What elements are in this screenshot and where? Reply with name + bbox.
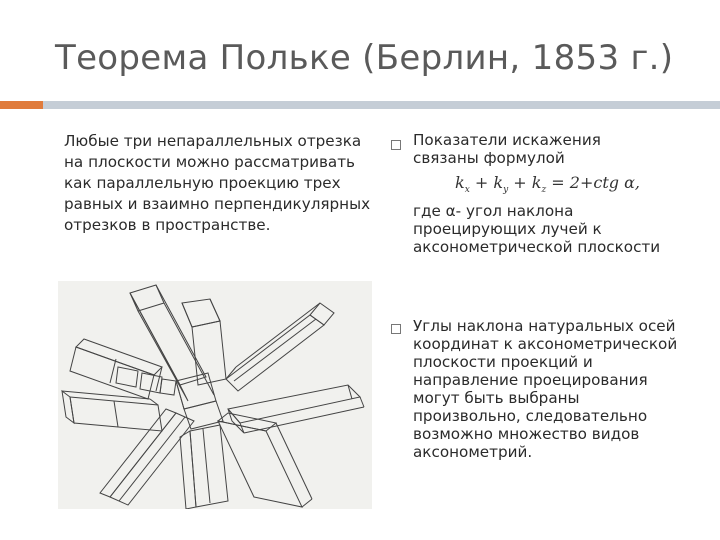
illustration-panel <box>58 281 372 509</box>
title-divider <box>43 101 720 109</box>
bullet-1-line-1: Показатели искажения <box>413 131 601 149</box>
arm-up-left <box>130 285 214 401</box>
arm-up-right <box>226 303 334 391</box>
arm-up <box>182 299 226 385</box>
bullet-1-line-2: связаны формулой <box>413 149 565 167</box>
bullet-marker-1 <box>391 140 401 150</box>
arm-right <box>228 385 364 433</box>
left-paragraph: Любые три непараллельных отрезка на плоскости можно рассматривать как параллельную проекцию трех равных и взаимно перпендикулярных отрезков в пространстве. <box>64 132 371 234</box>
bullet-marker-2 <box>391 324 401 334</box>
arm-down <box>180 425 228 509</box>
arm-down-right <box>218 413 312 507</box>
title-accent-bar <box>0 101 43 109</box>
arm-down-left <box>100 409 194 505</box>
bullet-1-rest: где α- угол наклона проецирующих лучей к аксонометрической плоскости <box>413 202 661 256</box>
arm-left-lower <box>62 391 162 431</box>
bullet-2-text: Углы наклона натуральных осей координат к аксонометрической плоскости проекций и направление проецирования могут быть выбраны произвольно, следовательно возможно множество видов аксонометрий. <box>413 317 678 461</box>
slide-title: Теорема Польке (Берлин, 1853 г.) <box>55 38 674 78</box>
arm-left-upper <box>70 339 162 399</box>
distortion-formula: $k_x + k_y + k_z = 2+ctg$ α, <box>455 173 640 196</box>
boxes-star-illustration <box>58 281 372 509</box>
